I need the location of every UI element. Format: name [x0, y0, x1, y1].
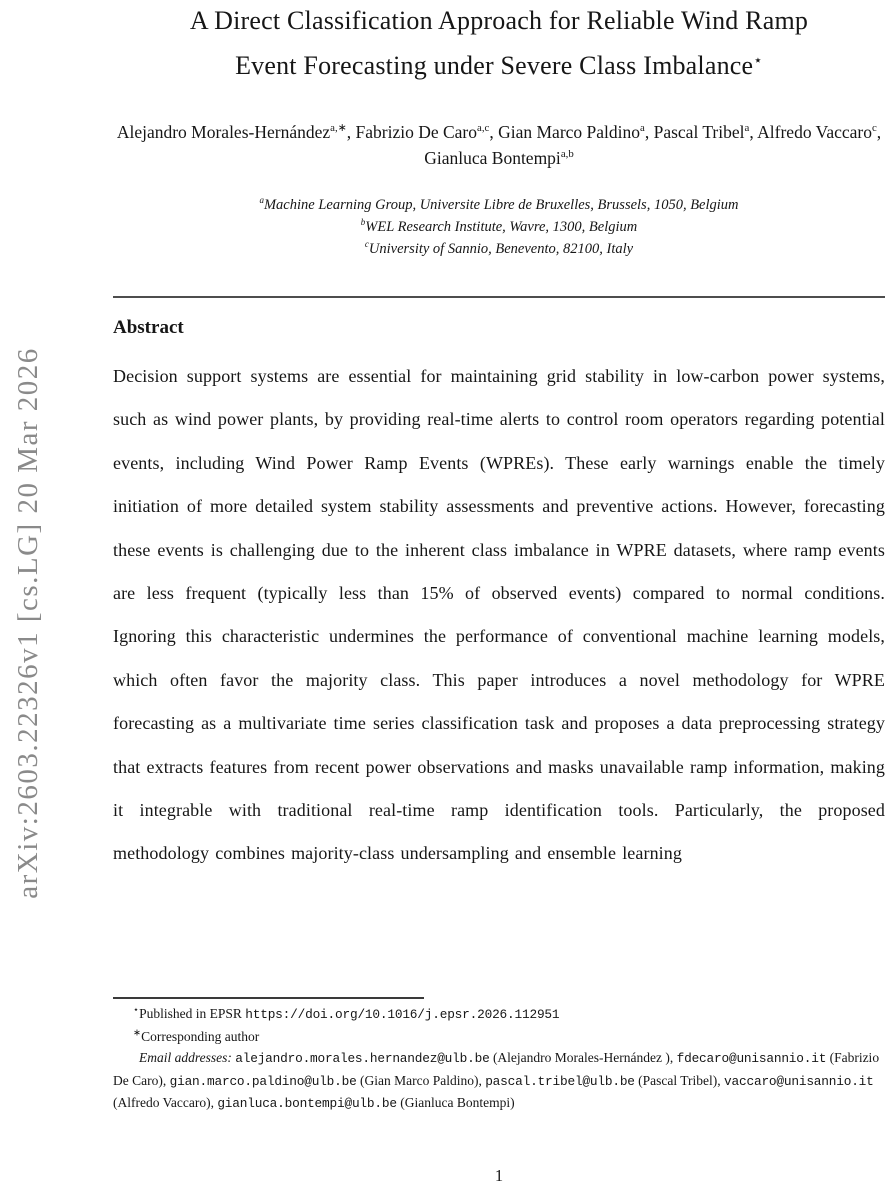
author-line: Alejandro Morales-Hernández$^{a,∗}$, Fabrizio De Caro$^{a,c}$, Gian Marco Paldino$^a$, Pascal Tribel$^a$, Alfredo Vaccaro$^c$, Gianluca Bontempi$^{a,b}$ [116, 122, 882, 168]
paper-title: A Direct Classification Approach for Reliable Wind Ramp Event Forecasting under Severe Class Imbalance⋆ [189, 6, 809, 80]
footnote-emails: Email addresses: alejandro.morales.hernandez@ulb.be (Alejandro Morales-Hernández ), fdecaro@unisannio.it (Fabrizio De Caro), gian.marco.paldino@ulb.be (Gian Marco Paldino), pascal.tribel@ulb.be (Pascal Tribel), vaccaro@unisannio.it (Alfredo Vaccaro), gianluca.bontempi@ulb.be (Gianluca Bontempi) [113, 1050, 880, 1111]
author-affiliation-marker: a,∗ [330, 122, 347, 135]
author-email: fdecaro@unisannio.it [676, 1051, 827, 1066]
author-email: pascal.tribel@ulb.be [485, 1073, 635, 1089]
page-number: 1 [494, 1166, 504, 1185]
author-affiliation-marker: a,c [477, 122, 490, 135]
author-affiliation-marker: a [744, 122, 750, 135]
abstract-heading: Abstract [113, 317, 184, 338]
affiliation-line: $^c$University of Sannio, Benevento, 82100, Italy [364, 239, 634, 257]
footnote-rule [113, 997, 424, 999]
affiliation-line: $^a$Machine Learning Group, Universite Libre de Bruxelles, Brussels, 1050, Belgium [259, 195, 739, 213]
footnote-corresponding-text: Corresponding author [141, 1028, 260, 1044]
author-email: gian.marco.paldino@ulb.be [169, 1073, 357, 1089]
author-affiliation-marker: a,b [560, 148, 574, 161]
author-email: vaccaro@unisannio.it [724, 1073, 874, 1089]
affiliation-line: $^b$WEL Research Institute, Wavre, 1300, Belgium [360, 217, 638, 235]
abstract-top-rule [113, 296, 885, 298]
arxiv-watermark: arXiv:2603.22326v1 [cs.LG] 20 Mar 2026 [12, 347, 44, 899]
email-addresses-label: Email addresses: [139, 1050, 236, 1065]
footnote-star-marker: ⋆ [133, 1004, 140, 1016]
affiliations-block [113, 194, 885, 260]
author-affiliation-marker: c [871, 122, 877, 135]
footnotes-block [113, 997, 885, 1115]
footnote-asterisk-marker: ∗ [133, 1027, 142, 1038]
author-email: alejandro.morales.hernandez@ulb.be [235, 1051, 490, 1066]
author-affiliation-marker: a [640, 122, 645, 135]
author-email: gianluca.bontempi@ulb.be [217, 1096, 397, 1111]
title-footnote-marker: ⋆ [753, 53, 763, 69]
footnote-published [113, 1003, 885, 1026]
footnote-published-text: Published in EPSR [139, 1006, 246, 1021]
doi-url: https://doi.org/10.1016/j.epsr.2026.112951 [245, 1007, 560, 1022]
abstract-text: Decision support systems are essential for maintaining grid stability in low-carbon power systems, such as wind power plants, by providing real-time alerts to control room operators regarding potential events, including Wind Power Ramp Events (WPREs). These early warnings enable the timely initiation of more detailed system stability assessments and preventive actions. However, forecasting these events is challenging due to the inherent class imbalance in WPRE datasets, where ramp events are less frequent (typically less than 15% of observed events) compared to normal conditions. Ignoring this characteristic undermines the performance of conventional machine learning models, which often favor the majority class. This paper introduces a novel methodology for WPRE forecasting as a multivariate time series classification task and proposes a data preprocessing strategy that extracts features from recent power observations and masks unavailable ramp information, making it integrable with traditional real-time ramp identification tools. Particularly, the proposed methodology combines majority-class undersampling and ensemble learning [113, 366, 885, 864]
footnote-corresponding [113, 1026, 885, 1048]
paper-content [113, 0, 885, 1111]
